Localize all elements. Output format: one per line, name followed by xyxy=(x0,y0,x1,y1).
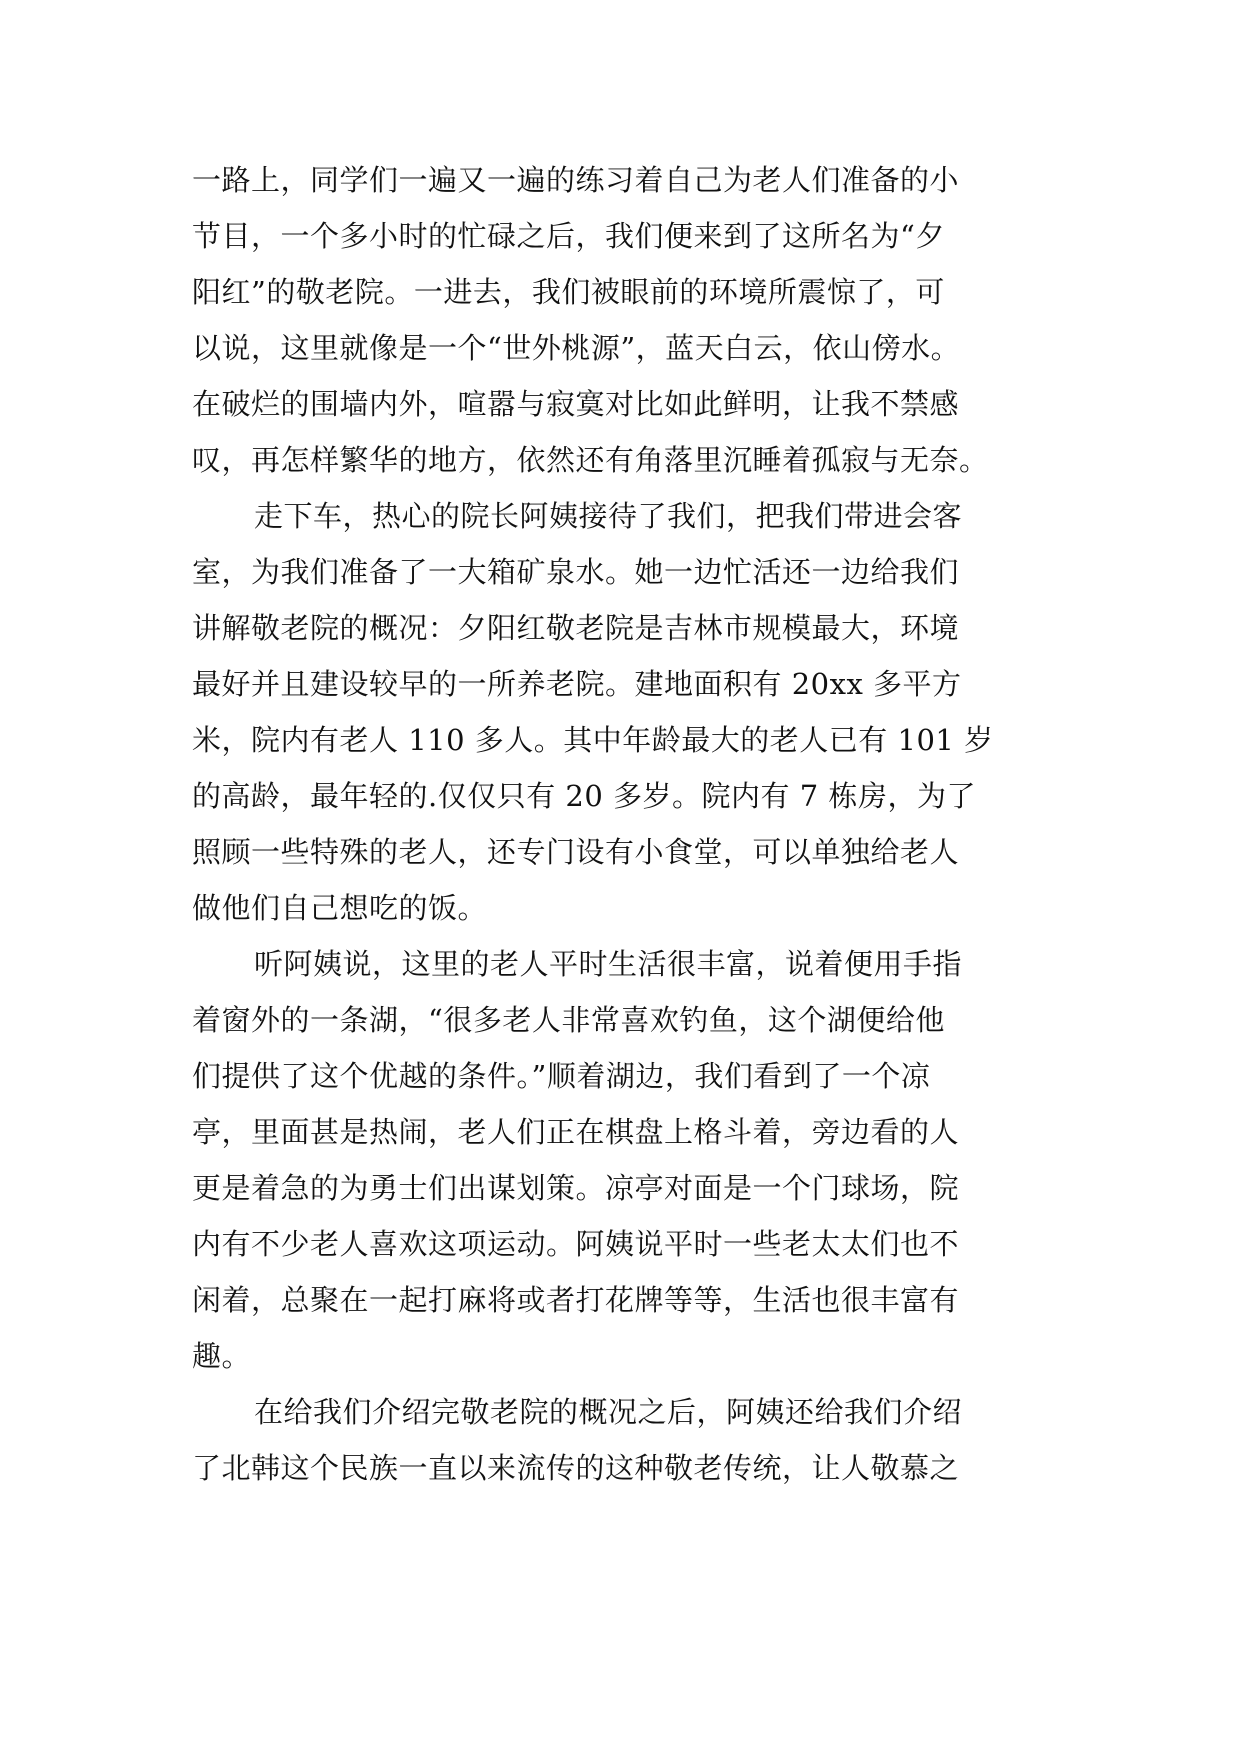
text-line: 最好并且建设较早的一所养老院。建地面积有 20xx 多平方 xyxy=(192,667,962,701)
text-line: 室，为我们准备了一大箱矿泉水。她一边忙活还一边给我们 xyxy=(192,555,960,589)
text-line: 内有不少老人喜欢这项运动。阿姨说平时一些老太太们也不 xyxy=(192,1227,960,1261)
text-line: 们提供了这个优越的条件。”顺着湖边，我们看到了一个凉 xyxy=(192,1059,931,1093)
text-line: 照顾一些特殊的老人，还专门设有小食堂，可以单独给老人 xyxy=(192,835,960,869)
text-line: 的高龄，最年轻的.仅仅只有 20 多岁。院内有 7 栋房，为了 xyxy=(192,779,976,813)
text-line: 了北韩这个民族一直以来流传的这种敬老传统，让人敬慕之 xyxy=(192,1451,960,1485)
paragraph-first-line: 走下车，热心的院长阿姨接待了我们，把我们带进会客 xyxy=(254,499,963,533)
text-line: 以说，这里就像是一个“世外桃源”，蓝天白云，依山傍水。 xyxy=(192,331,961,365)
paragraph-first-line: 在给我们介绍完敬老院的概况之后，阿姨还给我们介绍 xyxy=(254,1395,963,1429)
text-line: 一路上，同学们一遍又一遍的练习着自己为老人们准备的小 xyxy=(192,163,960,197)
text-line: 更是着急的为勇士们出谋划策。凉亭对面是一个门球场，院 xyxy=(192,1171,960,1205)
text-line: 阳红”的敬老院。一进去，我们被眼前的环境所震惊了，可 xyxy=(192,275,945,309)
text-line: 在破烂的围墙内外，喧嚣与寂寞对比如此鲜明，让我不禁感 xyxy=(192,387,960,421)
text-line: 亭，里面甚是热闹，老人们正在棋盘上格斗着，旁边看的人 xyxy=(192,1115,960,1149)
paragraph-first-line: 听阿姨说，这里的老人平时生活很丰富，说着便用手指 xyxy=(254,947,963,981)
text-line: 节目，一个多小时的忙碌之后，我们便来到了这所名为“夕 xyxy=(192,219,945,253)
text-line: 着窗外的一条湖，“很多老人非常喜欢钓鱼，这个湖便给他 xyxy=(192,1003,945,1037)
text-line: 米，院内有老人 110 多人。其中年龄最大的老人已有 101 岁 xyxy=(192,723,994,757)
text-line: 趣。 xyxy=(192,1339,252,1373)
body-text xyxy=(192,152,1072,1496)
text-line: 叹，再怎样繁华的地方，依然还有角落里沉睡着孤寂与无奈。 xyxy=(192,443,989,477)
text-line: 做他们自己想吃的饭。 xyxy=(192,891,488,925)
text-line: 讲解敬老院的概况：夕阳红敬老院是吉林市规模最大，环境 xyxy=(192,611,960,645)
text-line: 闲着，总聚在一起打麻将或者打花牌等等，生活也很丰富有 xyxy=(192,1283,960,1317)
